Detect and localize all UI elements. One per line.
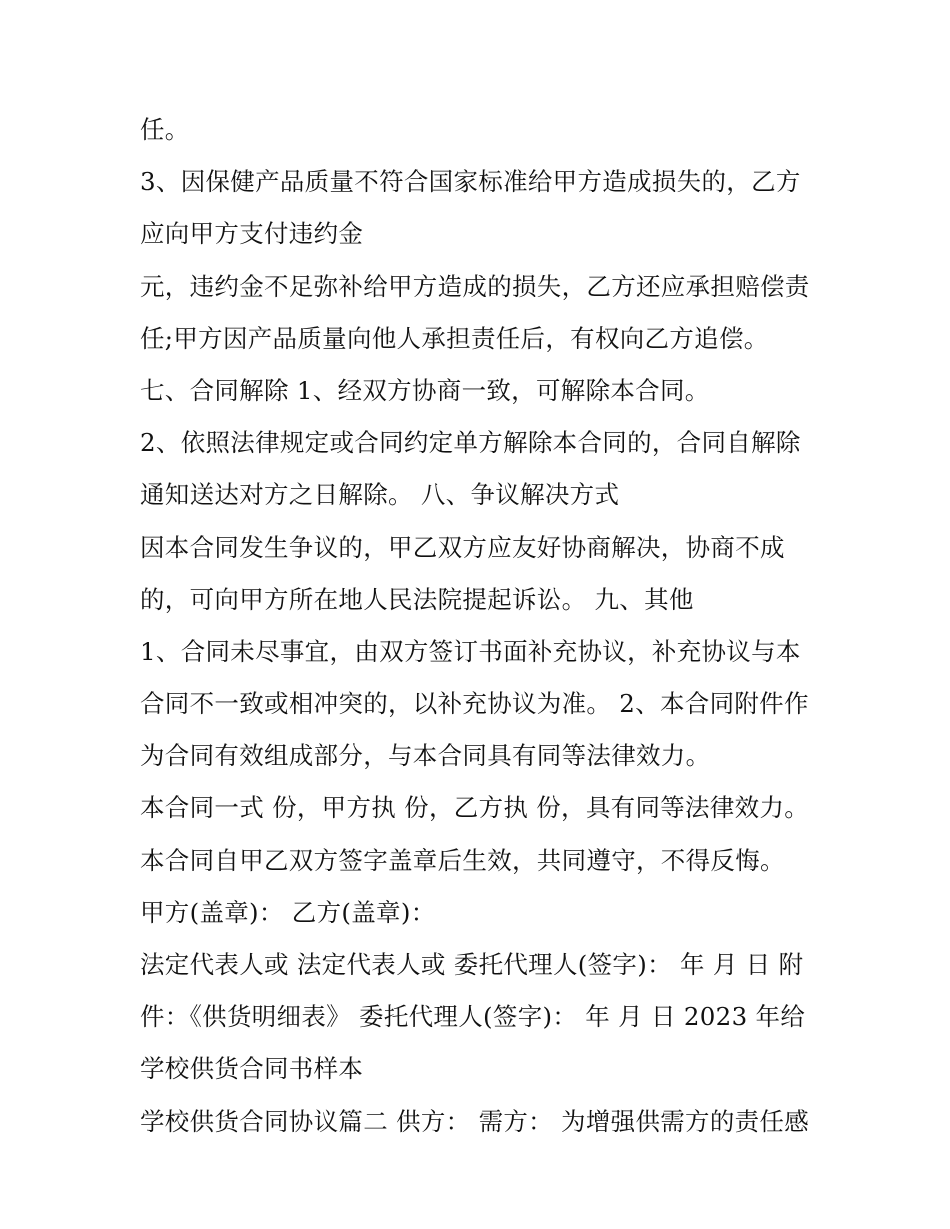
- text-line: 本合同一式 份，甲方执 份，乙方执 份，具有同等法律效力。: [140, 793, 810, 823]
- text-line: 的，可向甲方所在地人民法院提起诉讼。 九、其他: [140, 584, 694, 614]
- section-heading-line: 七、合同解除 1、经双方协商一致，可解除本合同。: [140, 375, 710, 405]
- text-line: 因本合同发生争议的，甲乙双方应友好协商解决，协商不成: [140, 532, 785, 562]
- text-line: 本合同自甲乙双方签字盖章后生效，共同遵守，不得反悔。: [140, 845, 785, 875]
- text-line: 任。: [140, 115, 190, 144]
- signature-line: 件：《供货明细表》 委托代理人(签字)： 年 月 日 2023 年给: [140, 1002, 806, 1032]
- text-line: 1、合同未尽事宜，由双方签订书面补充协议，补充协议与本: [140, 636, 801, 666]
- text-line: 3、因保健产品质量不符合国家标准给甲方造成损失的，乙方: [140, 167, 801, 197]
- signature-line: 法定代表人或 法定代表人或 委托代理人(签字)： 年 月 日 附: [140, 950, 804, 979]
- document-body: [140, 104, 830, 1148]
- text-line: 2、依照法律规定或合同约定单方解除本合同的，合同自解除: [140, 428, 801, 458]
- signature-line: 甲方(盖章)： 乙方(盖章)：: [140, 897, 436, 927]
- text-line: 学校供货合同协议篇二 供方： 需方： 为增强供需方的责任感: [140, 1106, 810, 1136]
- text-line: 为合同有效组成部分，与本合同具有同等法律效力。: [140, 741, 711, 771]
- text-line: 任;甲方因产品质量向他人承担责任后，有权向乙方追偿。: [140, 323, 769, 353]
- text-line: 应向甲方支付违约金: [140, 219, 364, 249]
- text-line: 通知送达对方之日解除。 八、争议解决方式: [140, 480, 620, 510]
- text-line: 合同不一致或相冲突的，以补充协议为准。 2、本合同附件作: [140, 689, 809, 719]
- document-title-line: 学校供货合同书样本: [140, 1054, 364, 1084]
- text-line: 元，违约金不足弥补给甲方造成的损失，乙方还应承担赔偿责: [140, 271, 810, 301]
